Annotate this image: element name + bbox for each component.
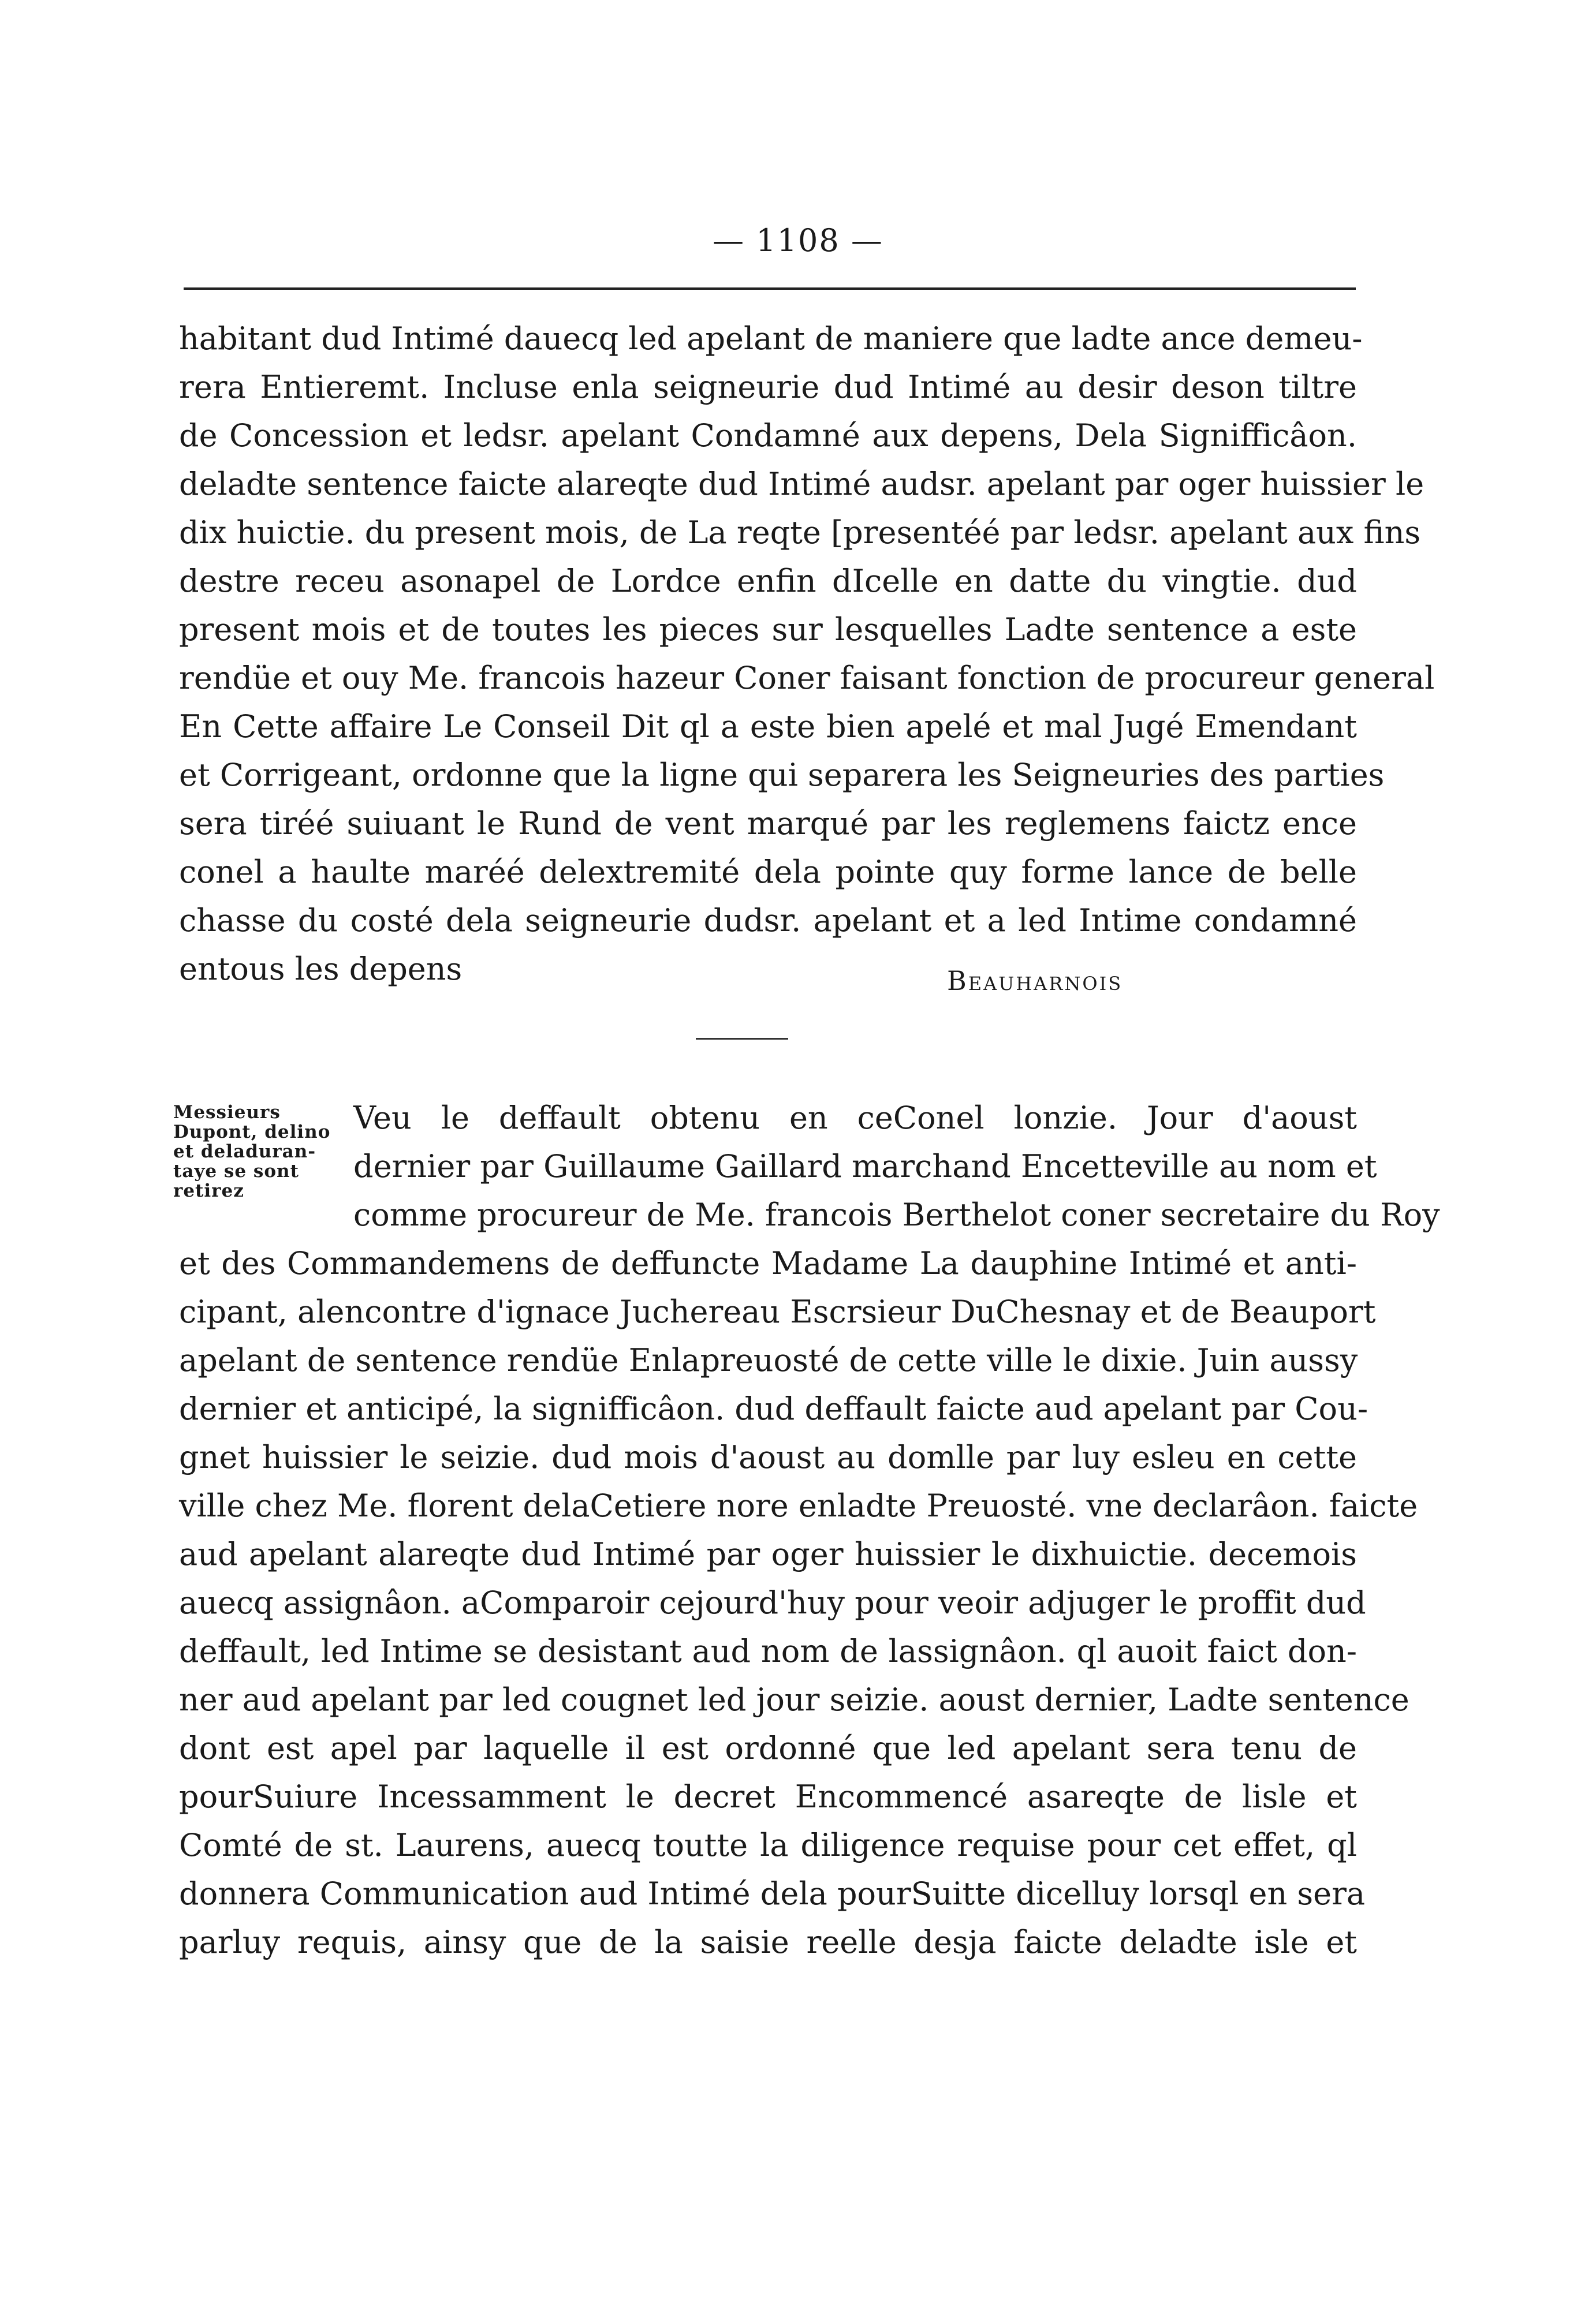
text-line: dernier par Guillaume Gaillard marchand Encetteville au nom et [353,1148,1377,1185]
text-line: present mois et de toutes les pieces sur lesquelles Ladte sentence a este [179,611,1357,648]
signature: Beauharnois [947,965,1123,996]
text-line: de Concession et ledsr. apelant Condamné aux depens, Dela Signifficâon. [179,417,1357,454]
text-line: gnet huissier le seizie. dud mois d'aoust au domlle par luy esleu en cette [179,1439,1357,1475]
decision-paragraph [179,315,1435,993]
text-line: dernier et anticipé, la signifficâon. dud deffault faicte aud apelant par Cou- [179,1391,1368,1427]
text-line: pourSuiure Incessamment le decret Encommencé asareqte de lisle et [179,1779,1357,1815]
text-line: habitant dud Intimé dauecq led apelant de maniere que ladte ance demeu- [179,320,1363,357]
text-line: auecq assignâon. aComparoir cejourd'huy pour veoir adjuger le proffit dud [179,1585,1366,1621]
margin-note [173,1103,346,1201]
text-line: ville chez Me. florent delaCetiere nore enladte Preuosté. vne declarâon. faicte [179,1488,1418,1524]
page-number: — 1108 — [713,222,883,259]
default-judgment-paragraph [179,1239,1418,1967]
text-line: aud apelant alareqte dud Intimé par oger huissier le dixhuictie. decemois [179,1536,1357,1572]
text-line: et Corrigeant, ordonne que la ligne qui separera les Seigneuries des parties [179,757,1385,793]
text-line: Veu le deffault obtenu en ceConel lonzie. Jour d'aoust [353,1100,1357,1136]
text-line: comme procureur de Me. francois Berthelot coner secretaire du Roy [353,1197,1440,1233]
text-line: donnera Communication aud Intimé dela pourSuitte dicelluy lorsql en sera [179,1875,1366,1912]
text-line: dont est apel par laquelle il est ordonné que led apelant sera tenu de [179,1730,1357,1766]
text-line: chasse du costé dela seigneurie dudsr. apelant et a led Intime condamné [179,902,1357,939]
text-line: entous les depens [179,951,463,987]
margin-note-line: Dupont, delino [173,1122,331,1142]
section-divider [696,1038,788,1040]
text-line: deffault, led Intime se desistant aud nom de lassignâon. ql auoit faict don- [179,1633,1357,1669]
text-line: dix huictie. du present mois, de La reqte [presentéé par ledsr. apelant aux fins [179,514,1421,551]
text-line: Comté de st. Laurens, auecq toutte la diligence requise pour cet effet, ql [179,1827,1357,1863]
text-line: parluy requis, ainsy que de la saisie reelle desja faicte deladte isle et [179,1924,1357,1960]
text-line: cipant, alencontre d'ignace Juchereau Escrsieur DuChesnay et de Beauport [179,1294,1376,1330]
text-line: et des Commandemens de deffuncte Madame La dauphine Intimé et anti- [179,1245,1357,1281]
default-judgment-opening [353,1094,1440,1239]
text-line: ner aud apelant par led cougnet led jour seizie. aoust dernier, Ladte sentence [179,1682,1409,1718]
text-line: sera tiréé suiuant le Rund de vent marqué par les reglemens faictz ence [179,805,1357,842]
text-line: conel a haulte maréé delextremité dela pointe quy forme lance de belle [179,854,1357,890]
text-line: destre receu asonapel de Lordce enfin dIcelle en datte du vingtie. dud [179,563,1357,599]
text-line: deladte sentence faicte alareqte dud Intimé audsr. apelant par oger huissier le [179,466,1425,502]
margin-note-line: Messieurs [173,1102,281,1123]
header-rule [184,287,1356,290]
text-line: En Cette affaire Le Conseil Dit ql a este bien apelé et mal Jugé Emendant [179,708,1357,745]
text-line: rendüe et ouy Me. francois hazeur Coner faisant fonction de procureur general [179,660,1435,696]
text-line: apelant de sentence rendüe Enlapreuosté de cette ville le dixie. Juin aussy [179,1342,1358,1378]
margin-note-line: taye se sont [173,1161,299,1182]
margin-note-line: retirez [173,1180,244,1201]
text-line: rera Entieremt. Incluse enla seigneurie dud Intimé au desir deson tiltre [179,369,1357,405]
margin-note-line: et deladuran- [173,1141,316,1162]
